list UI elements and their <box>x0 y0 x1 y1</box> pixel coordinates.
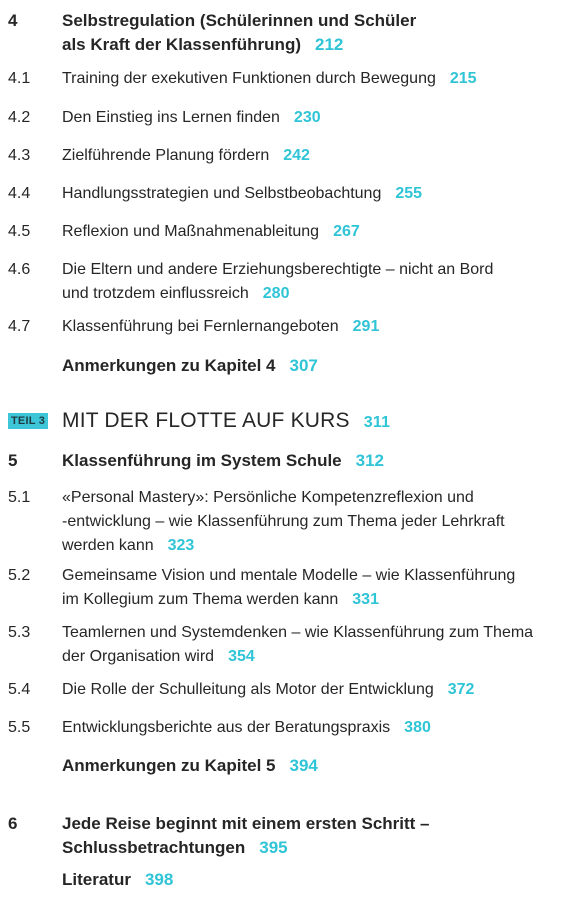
section-title-cont: im Kollegium zum Thema werden kann <box>62 591 339 608</box>
chapter-number: 4 <box>8 11 18 30</box>
page-number[interactable]: 331 <box>352 591 379 608</box>
part-title: MIT DER FLOTTE AUF KURS <box>62 409 350 432</box>
page-number[interactable]: 267 <box>333 223 360 240</box>
page-number[interactable]: 394 <box>289 756 318 775</box>
page-number[interactable]: 323 <box>167 537 195 554</box>
section-number: 4.1 <box>8 70 31 87</box>
chapter-title: Klassenführung im System Schule <box>62 451 342 470</box>
chapter-title-line: als Kraft der Klassenführung) <box>62 35 301 54</box>
chapter-title-line: Selbstregulation (Schülerinnen und Schüler <box>62 11 417 30</box>
section-number: 4.7 <box>8 318 31 335</box>
section-number: 5.1 <box>8 489 31 506</box>
section-title-cont: und trotzdem einflussreich <box>62 285 249 302</box>
section-number: 4.5 <box>8 223 31 240</box>
notes-title: Anmerkungen zu Kapitel 4 <box>62 356 276 375</box>
page-number[interactable]: 312 <box>355 451 385 470</box>
chapter-number: 5 <box>8 451 18 470</box>
section-title: Die Rolle der Schulleitung als Motor der Entwicklung <box>62 681 434 698</box>
page-number[interactable]: 354 <box>228 648 255 665</box>
section-number: 5.3 <box>8 624 31 641</box>
chapter-title-line: Schlussbetrachtungen <box>62 838 246 857</box>
chapter-title <box>62 9 568 57</box>
section-title: Reflexion und Maßnahmenableitung <box>62 223 320 240</box>
section-title: Entwicklungsberichte aus der Beratungspraxis <box>62 719 391 736</box>
section-number: 4.2 <box>8 109 31 126</box>
page-number[interactable]: 212 <box>315 35 344 54</box>
section-title: Den Einstieg ins Lernen finden <box>62 109 280 126</box>
section-title: Die Eltern und andere Erziehungsberechtigte – nicht an Bord <box>62 261 494 278</box>
section-title-cont: der Organisation wird <box>62 648 215 665</box>
section-title-cont: -entwicklung – wie Klassenführung zum Thema jeder Lehrkraft <box>62 513 505 530</box>
section-title: Handlungsstrategien und Selbstbeobachtung <box>62 185 382 202</box>
page-number[interactable]: 255 <box>395 185 423 202</box>
section-title: Zielführende Planung fördern <box>62 147 270 164</box>
part-badge: TEIL 3 <box>8 413 48 429</box>
page-number[interactable]: 280 <box>262 285 290 302</box>
section-number: 5.2 <box>8 567 31 584</box>
page-number[interactable]: 311 <box>363 414 391 431</box>
section-title: «Personal Mastery»: Persönliche Kompetenzreflexion und <box>62 489 474 506</box>
literature-title: Literatur <box>62 870 131 889</box>
chapter-title-line: Jede Reise beginnt mit einem ersten Schritt – <box>62 814 430 833</box>
page-number[interactable]: 395 <box>259 838 288 857</box>
page-number[interactable]: 242 <box>283 147 310 164</box>
page-number[interactable]: 291 <box>352 318 380 335</box>
section-title: Klassenführung bei Fernlernangeboten <box>62 318 339 335</box>
section-title: Teamlernen und Systemdenken – wie Klassenführung zum Thema <box>62 624 534 641</box>
page-number[interactable]: 398 <box>144 870 174 889</box>
section-title-cont: werden kann <box>62 537 154 554</box>
page-number[interactable]: 380 <box>404 719 431 736</box>
page-number[interactable]: 215 <box>449 70 477 87</box>
section-number: 4.4 <box>8 185 31 202</box>
page-number[interactable]: 307 <box>289 356 318 375</box>
section-number: 5.5 <box>8 719 31 736</box>
page-number[interactable]: 372 <box>447 681 475 698</box>
notes-title: Anmerkungen zu Kapitel 5 <box>62 756 276 775</box>
section-number: 4.3 <box>8 147 31 164</box>
section-number: 5.4 <box>8 681 31 698</box>
page-number[interactable]: 230 <box>293 109 321 126</box>
section-title: Gemeinsame Vision und mentale Modelle – wie Klassenführung <box>62 567 516 584</box>
section-number: 4.6 <box>8 261 31 278</box>
section-title: Training der exekutiven Funktionen durch Bewegung <box>62 70 436 87</box>
chapter-number: 6 <box>8 814 18 833</box>
